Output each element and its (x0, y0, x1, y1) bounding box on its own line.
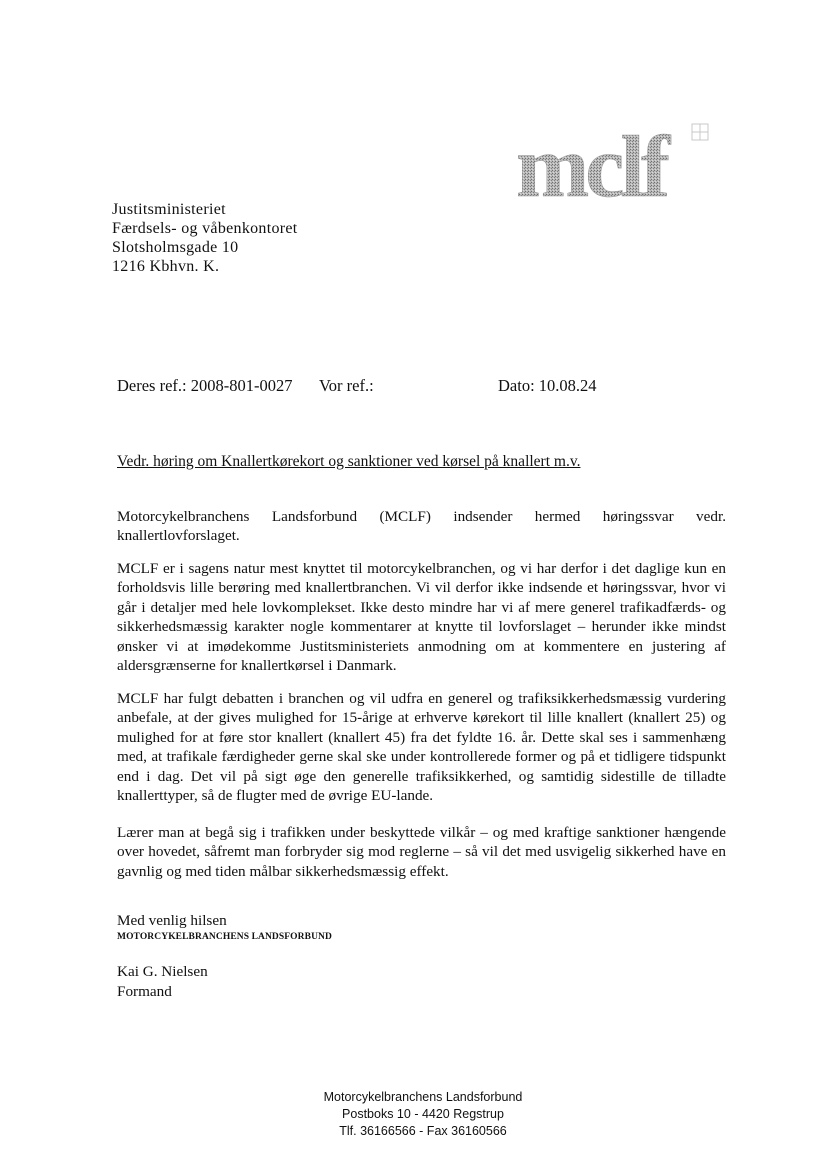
mclf-logo (516, 122, 712, 202)
svg-text:mclf: mclf (516, 122, 667, 202)
subject-line: Vedr. høring om Knallertkørekort og sanktioner ved kørsel på knallert m.v. (117, 453, 581, 470)
closing-greeting: Med venlig hilsen (117, 912, 227, 929)
footer-address: Postboks 10 - 4420 Regstrup (342, 1107, 504, 1121)
body-paragraph-3: MCLF har fulgt debatten i branchen og vil udfra en generel og trafiksikkerhedsmæssig vurdering anbefale, at der gives mulighed for 15-årige at erhverve kørekort til lille knallert (knallert 25) og mulighed for at føre stor knallert (knallert 45) fra det fyldte 16. år. Dette skal ses i sammenhæng med, at trafikale færdigheder gerne skal ske under kontrollerede former og på et tidligere tidspunkt end i dag. Det vil på sigt øge den generelle trafiksikkerhed, og samtidig sidestille de tilladte knallerttyper, så de flugter med de øvrige EU-lande. (117, 690, 726, 805)
letter-date: Dato: 10.08.24 (498, 376, 597, 395)
our-reference: Vor ref.: (319, 376, 374, 395)
recipient-address (112, 200, 298, 276)
sender-organization: MOTORCYKELBRANCHENS LANDSFORBUND (117, 932, 332, 942)
signer-name: Kai G. Nielsen (117, 963, 208, 980)
recipient-city: 1216 Kbhvn. K. (112, 258, 220, 275)
footer-organization: Motorcykelbranchens Landsforbund (323, 1090, 523, 1104)
footer-phone-fax: Tlf. 36166566 - Fax 36160566 (339, 1124, 507, 1138)
body-paragraph-1: Motorcykelbranchens Landsforbund (MCLF) indsender hermed høringssvar vedr. knallertlovforslaget. (117, 508, 726, 545)
their-reference: Deres ref.: 2008-801-0027 (117, 376, 293, 395)
body-paragraph-2: MCLF er i sagens natur mest knyttet til motorcykelbranchen, og vi har derfor i det daglige kun en forholdsvis lille berøring med knallertbranchen. Vi vil derfor ikke indsende et høringssvar, hvor vi går i detaljer med hele lovkomplekset. Ikke desto mindre har vi af mere generel trafikadfærds- og sikkerhedsmæssig karakter nogle kommentarer at knytte til lovforslaget – herunder ikke mindst ønsker vi at imødekomme Justitsministeriets anmodning om at kommentere en justering af aldersgrænserne for knallertkørsel i Danmark. (117, 560, 726, 675)
body-paragraph-4: Lærer man at begå sig i trafikken under beskyttede vilkår – og med kraftige sanktioner hængende over hovedet, såfremt man forbryder sig mod reglerne – så vil det med usvigelig sikkerhed have en gavnlig og med tiden målbar sikkerhedsmæssig effekt. (117, 824, 726, 880)
recipient-name: Justitsministeriet (112, 201, 226, 218)
signer-title: Formand (117, 983, 172, 1000)
letterhead-footer (250, 1089, 596, 1140)
recipient-street: Slotsholmsgade 10 (112, 239, 239, 256)
recipient-department: Færdsels- og våbenkontoret (112, 220, 298, 237)
